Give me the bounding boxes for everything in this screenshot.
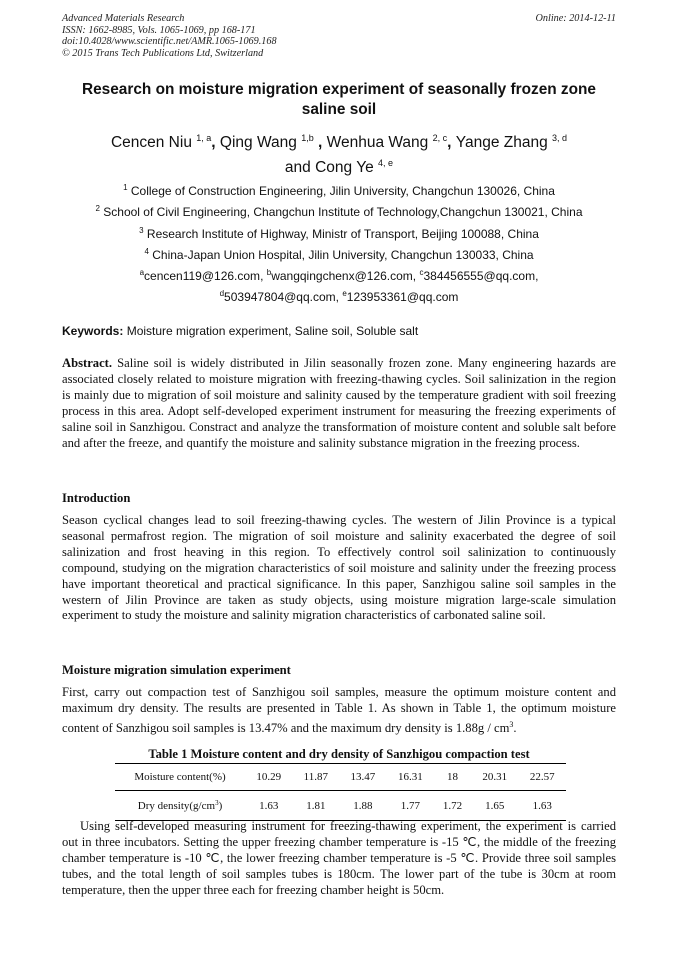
affiliation-mark: 1 [123,183,128,192]
affiliation [62,202,616,223]
row-header-text: Dry density(g/cm [137,799,216,812]
abstract [62,356,616,451]
author-name: Cencen Niu [110,134,192,151]
author-name: Wenhua Wang [326,134,429,151]
doi-line: doi:10.4028/www.scientific.net/AMR.1065-1069.168 [62,36,277,47]
table-cell: 20.31 [471,764,518,791]
email-mark: b [266,268,272,278]
author-list [62,130,616,180]
superscript: 3 [509,719,514,729]
keywords-label: Keywords: [62,324,124,338]
table-cell: 10.29 [245,764,292,791]
section-paragraph-1 [62,685,616,737]
author-affil-mark: 2, c [432,133,448,143]
keywords [62,323,622,339]
journal-header [62,13,616,59]
email-address[interactable]: 503947804@qq.com [224,290,336,305]
author-affil-mark: 1,b [301,133,314,143]
row-header-end: ) [218,799,223,812]
affiliation-mark: 2 [95,204,100,214]
authors-line-2 [62,155,616,180]
table-cell: 1.65 [471,791,518,821]
affiliation-mark: 4 [144,246,149,256]
table-cell: 18 [434,764,471,791]
keywords-text: Moisture migration experiment, Saline soil, Soluble salt [126,324,419,338]
paper-title [62,80,616,120]
abstract-label: Abstract. [62,356,113,370]
introduction-text: Season cyclical changes lead to soil freezing-thawing cycles. The western of Jilin Province is a typical seasonal permafrost region. The migration of soil moisture and salinity exacerbated the degree of soil salinization and frost heaving in this region. To effectively control soil salinization to continuously compound, studying on the migration characteristics of soil moisture and salinity under the freezing process have important theoretical and practical significance. In this paper, Sanzhigou saline soil samples in the western of Jilin Province are taken as study objects, using moisture migration large-scale simulation experiment to study the moisture and salinity migration characteristics of carbonated saline soil. [62,513,616,623]
affiliation-text: College of Construction Engineering, Jilin University, Changchun 130026, China [130,184,555,198]
affiliation-text: School of Civil Engineering, Changchun Institute of Technology,Changchun 130021, China [103,205,583,220]
email-line-1: $^a$cencen119@126.com, $^b$wangqingchenx@126.com, $^c$384456555@qq.com, [139,268,539,284]
author-name: Yange Zhang [455,134,548,151]
affiliation [62,245,616,266]
compaction-table [115,763,566,821]
email-line-2: $^d$503947804@qq.com, $^e$123953361@qq.com [219,289,459,305]
email-mark: a [139,268,145,278]
row-header: Moisture content(%) [115,764,245,791]
journal-name: Advanced Materials Research [62,13,185,24]
affiliation-text: China-Japan Union Hospital, Jilin University, Changchun 130033, China [152,247,534,262]
author-affil-mark: 3, d [552,133,568,143]
table-cell: 1.63 [518,791,566,821]
table-caption: Table 1 Moisture content and dry density of Sanzhigou compaction test [148,747,530,761]
table-cell: 1.77 [387,791,434,821]
authors-and: and [284,159,311,176]
paragraph-end: . [513,721,517,735]
email-mark: c [419,268,424,278]
author-name: Qing Wang [219,134,297,151]
email-mark: d [219,289,225,299]
copyright-line: © 2015 Trans Tech Publications Ltd, Switzerland [62,47,264,59]
paragraph-text: First, carry out compaction test of Sanzhigou soil samples, measure the optimum moisture content and maximum dry density. The results are presented in Table 1. As shown in Table 1, the optimum moisture content of Sanzhigou soil samples is 13.47% and the maximum dry density is 1.88g / cm [62,685,616,735]
email-address[interactable]: 384456555@qq.com [423,269,536,284]
table-row [115,764,566,791]
table-row [115,791,566,821]
section-paragraph-2: Using self-developed measuring instrument for freezing-thawing experiment, the experiment is carried out in three incubators. Setting the upper freezing chamber temperature is -15 ℃, the middle of the freezing chamber temperature is -10 ℃, the lower freezing chamber temperature is -5 ℃. Provide three soil samples tubes, and the total length of soil samples tubes is 180cm. The lower part of the tube is 30cm at room temperature, then the upper three each for freezing chamber height is 50cm. [62,819,616,897]
affiliation [62,224,616,245]
table-cell: 1.63 [245,791,292,821]
author-affil-mark: 4, e [378,158,394,168]
authors-line-1: Cencen Niu $^{1, a}$, Qing Wang $^{1,b}$ , Wenhua Wang $^{2, c}$, Yange Zhang $^{3, d}$ [110,133,568,151]
author-name: Cong Ye [315,159,374,176]
table-cell: 1.72 [434,791,471,821]
issn-line: ISSN: 1662-8985, Vols. 1065-1069, pp 168-171 [62,24,256,36]
author-affil-mark: 1, a [196,133,212,143]
section-heading: Moisture migration simulation experiment [62,663,291,677]
table-cell: 13.47 [339,764,386,791]
affiliation-mark: 3 [139,225,144,235]
table-cell: 16.31 [387,764,434,791]
email-address[interactable]: wangqingchenx@126.com [271,269,413,284]
table-cell: 11.87 [292,764,339,791]
abstract-text: Saline soil is widely distributed in Jilin seasonally frozen zone. Many engineering hazards are associated closely related to moisture migration with freezing-thawing cycles. Soil salinization in the region is mainly due to migration of soil moisture and salinity caused by the temperature gradient with soil freezing process in this area. Adopt self-developed experiment instrument for measuring the freezing experiments of saline soil in Sanzhigou. Constract and analyze the transformation of moisture content and soluble salt before and after the freeze, and quantify the moisture and salinity substance migration in the freezing process. [62,356,616,450]
email-address[interactable]: 123953361@qq.com [346,290,459,305]
superscript: 3 [215,798,219,807]
introduction-heading: Introduction [62,491,131,505]
row-header [115,791,245,821]
table-cell: 1.81 [292,791,339,821]
online-date: Online: 2014-12-11 [535,13,616,24]
email-mark: e [342,289,347,299]
title-line-1: Research on moisture migration experiment of seasonally frozen zone [81,81,596,98]
table-cell: 22.57 [518,764,566,791]
title-line-2: saline soil [301,101,377,118]
affiliation [62,181,616,202]
affiliation-text: Research Institute of Highway, Ministr of Transport, Beijing 100088, China [146,226,539,241]
email-address[interactable]: cencen119@126.com [144,269,261,284]
affiliation-list [62,181,616,309]
table-cell: 1.88 [339,791,386,821]
